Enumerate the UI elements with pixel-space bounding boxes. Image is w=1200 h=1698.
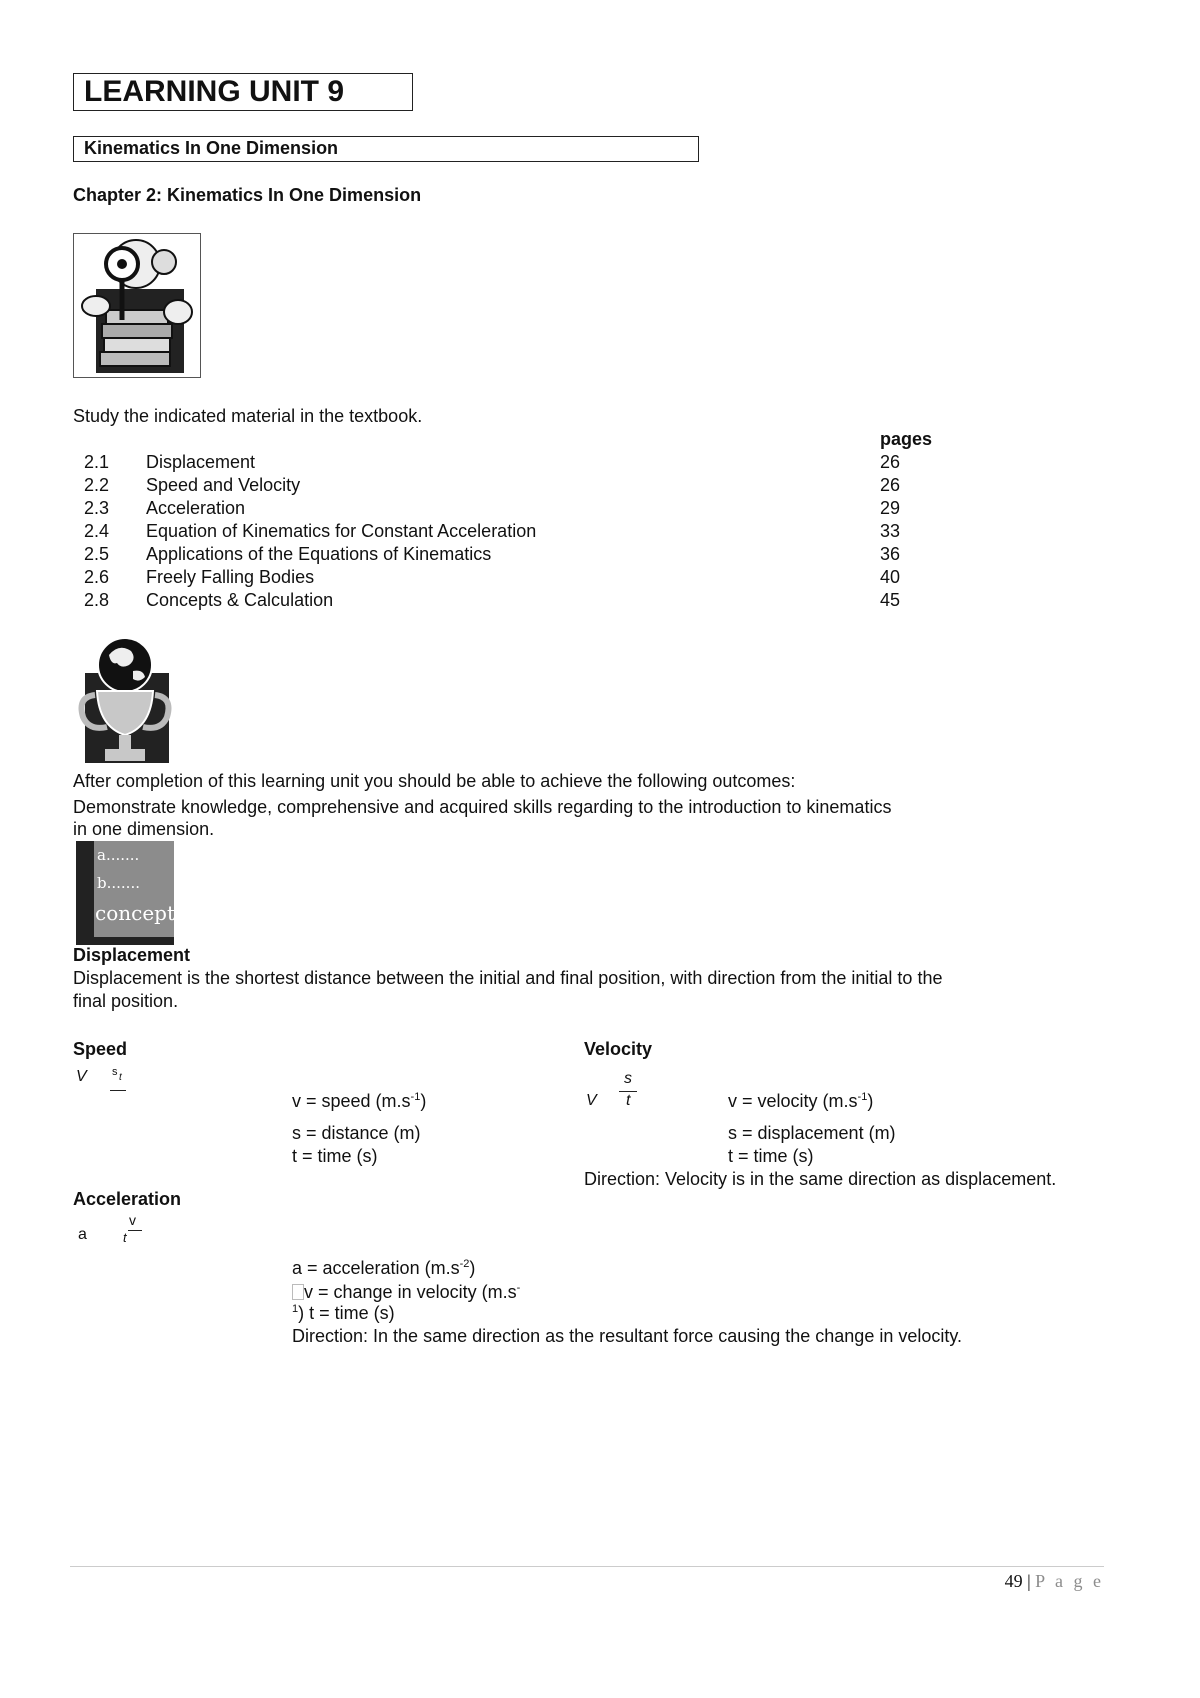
unit-title: LEARNING UNIT 9 — [73, 73, 413, 111]
outcomes-intro: After completion of this learning unit you should be able to achieve the following outcomes: — [73, 771, 796, 791]
speed-heading: Speed — [73, 1039, 128, 1059]
acceleration-formula-den: t — [123, 1230, 127, 1245]
toc-num: 2.1 — [84, 452, 110, 472]
velocity-def-s: s = displacement (m) — [728, 1123, 896, 1143]
displacement-line-1: Displacement is the shortest distance between the initial and final position, with direction from the initial to the — [73, 968, 943, 988]
outcomes-line-1: Demonstrate knowledge, comprehensive and acquired skills regarding to the introduction to kinematics — [73, 797, 892, 817]
toc-page: 40 — [880, 567, 901, 587]
toc-page: 33 — [880, 521, 901, 541]
chapter-title: Chapter 2: Kinematics In One Dimension — [73, 185, 422, 205]
acceleration-fraction-bar — [128, 1230, 142, 1231]
acceleration-formula-num: v — [129, 1212, 136, 1228]
page-word: P a g e — [1035, 1571, 1104, 1591]
speed-def-t: t = time (s) — [292, 1146, 378, 1166]
footer-divider — [70, 1566, 1104, 1567]
concept-icon — [76, 841, 174, 945]
acceleration-def-dv-cont: $^1$) t = time (s) — [292, 1303, 395, 1323]
velocity-formula-den: t — [626, 1092, 631, 1109]
acceleration-heading: Acceleration — [73, 1189, 182, 1209]
toc-num: 2.8 — [84, 590, 110, 610]
toc-page: 26 — [880, 475, 901, 495]
acceleration-formula-a: a — [78, 1226, 87, 1243]
speed-formula-den: t — [119, 1072, 122, 1083]
toc-title: Speed and Velocity — [146, 475, 301, 495]
toc-num: 2.6 — [84, 567, 110, 587]
toc-row — [84, 543, 944, 565]
toc-num: 2.5 — [84, 544, 110, 564]
toc-row — [84, 589, 944, 611]
toc-page: 26 — [880, 452, 901, 472]
speed-formula-v: V — [76, 1068, 87, 1085]
displacement-line-2: final position. — [73, 991, 179, 1011]
toc-title: Freely Falling Bodies — [146, 567, 315, 587]
unit-subtitle: Kinematics In One Dimension — [73, 136, 699, 162]
concept-line-c: concept — [95, 901, 175, 925]
toc-title: Displacement — [146, 452, 256, 472]
toc-title: Equation of Kinematics for Constant Acceleration — [146, 521, 537, 541]
acceleration-def-a: a = acceleration $(m.s^{-2})$ — [292, 1258, 476, 1278]
toc-num: 2.2 — [84, 475, 110, 495]
toc-page: 36 — [880, 544, 901, 564]
toc-row — [84, 566, 944, 588]
velocity-def-v: v = velocity $(m.s^{-1})$ — [728, 1091, 874, 1111]
toc-title: Concepts & Calculation — [146, 590, 334, 610]
velocity-def-t: t = time (s) — [728, 1146, 814, 1166]
velocity-direction: Direction: Velocity is in the same direction as displacement. — [584, 1169, 1057, 1189]
acceleration-direction: Direction: In the same direction as the resultant force causing the change in velocity. — [292, 1326, 963, 1346]
toc-title: Acceleration — [146, 498, 246, 518]
velocity-formula-v: V — [586, 1092, 597, 1109]
toc-num: 2.3 — [84, 498, 110, 518]
toc-page: 29 — [880, 498, 901, 518]
delta-symbol-icon — [292, 1284, 304, 1300]
outcomes-line-2: in one dimension. — [73, 819, 215, 839]
toc-row — [84, 497, 944, 519]
acceleration-def-dv: v = change in velocity (m.s- — [292, 1281, 520, 1303]
page-number: 49 — [1004, 1571, 1023, 1591]
toc-title: Applications of the Equations of Kinematics — [146, 544, 492, 564]
study-intro: Study the indicated material in the textbook. — [73, 406, 423, 426]
speed-def-s: s = distance (m) — [292, 1123, 421, 1143]
speed-formula-num: s — [112, 1066, 118, 1078]
concept-line-a: a....... — [97, 846, 140, 864]
footer-page-label: 49 | P a g e — [1004, 1571, 1104, 1591]
toc-row — [84, 520, 944, 542]
pages-header: pages — [880, 429, 933, 449]
velocity-heading: Velocity — [584, 1039, 653, 1059]
trophy-globe-icon — [73, 635, 175, 767]
toc-row — [84, 474, 944, 496]
toc-row — [84, 451, 944, 473]
speed-def-v: v = speed $(m.s^{-1})$ — [292, 1091, 427, 1111]
velocity-formula-num: s — [624, 1070, 632, 1087]
displacement-heading: Displacement — [73, 945, 191, 965]
study-icon — [73, 233, 201, 378]
toc-page: 45 — [880, 590, 901, 610]
concept-line-b: b....... — [97, 874, 140, 892]
toc-num: 2.4 — [84, 521, 110, 541]
speed-fraction-bar — [110, 1090, 126, 1091]
